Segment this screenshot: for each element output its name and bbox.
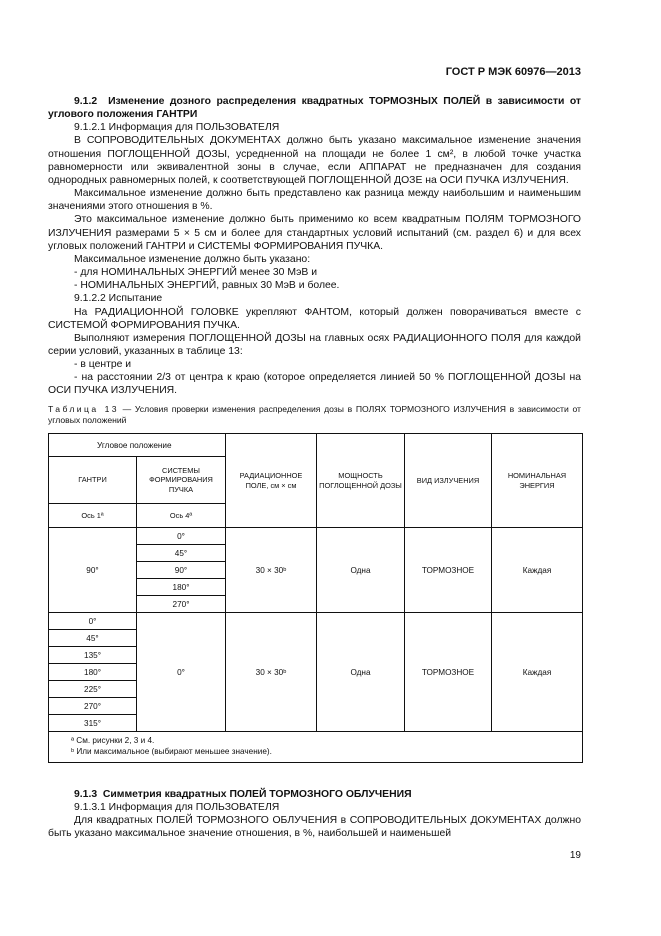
- nominal-energy-cell: Каждая: [492, 528, 583, 613]
- document-header: ГОСТ Р МЭК 60976—2013: [445, 66, 581, 78]
- gantry-angle-cell: 180°: [49, 664, 137, 681]
- paragraph: Выполняют измерения ПОГЛОЩЕННОЙ ДОЗЫ на главных осях РАДИАЦИОННОГО ПОЛЯ для каждой серии условий, указанных в таблице 13:: [48, 332, 581, 357]
- heading-text: Симметрия квадратных ПОЛЕЙ ТОРМОЗНОГО ОБЛУЧЕНИЯ: [102, 789, 412, 800]
- bls-angle-cell: 0°: [137, 613, 226, 732]
- list-item: - для НОМИНАЛЬНЫХ ЭНЕРГИЙ менее 30 МэВ и: [74, 267, 318, 279]
- gantry-angle-cell: 135°: [49, 647, 137, 664]
- radiation-kind-cell: ТОРМОЗНОЕ: [405, 613, 492, 732]
- axis-4-header: Ось 4ª: [137, 504, 226, 528]
- paragraph: В СОПРОВОДИТЕЛЬНЫХ ДОКУМЕНТАХ должно быть указано максимальное изменение значения отношения ПОГЛОЩЕННОЙ ДОЗЫ, усредненной на площади не более 1 см², в любой точке участка равномерности или эквивалентной зоны в случае, если АППАРАТ не предназначен для создания однородных равномерных полей, к соответствующей ПОГЛОЩЕННОЙ ДОЗЕ на ОСИ ПУЧКА ИЗЛУЧЕНИЯ.: [48, 135, 581, 186]
- list-item: - на расстоянии 2/3 от центра к краю (которое определяется линией 50 % ПОГЛОЩЕННОЙ ДОЗЫ на ОСИ ПУЧКА ИЗЛУЧЕНИЯ.: [48, 372, 581, 397]
- footnote-b: ᵇ Или максимальное (выбирают меньшее значение).: [71, 747, 272, 756]
- table-caption-label: Таблица 13: [48, 404, 119, 414]
- table-footnotes: [49, 732, 583, 763]
- bls-angle-cell: 180°: [137, 579, 226, 596]
- heading-text: Изменение дозного распределения квадратных ТОРМОЗНЫХ ПОЛЕЙ в зависимости от углового положения ГАНТРИ: [48, 96, 581, 121]
- list-item: - в центре и: [74, 359, 132, 371]
- list-item: - НОМИНАЛЬНЫХ ЭНЕРГИЙ, равных 30 МэВ и более.: [74, 280, 340, 292]
- angular-position-header: Угловое положение: [49, 434, 226, 457]
- nominal-energy-header: НОМИНАЛЬНАЯ ЭНЕРГИЯ: [492, 434, 583, 528]
- gantry-angle-cell: 270°: [49, 698, 137, 715]
- gantry-angle-cell: 45°: [49, 630, 137, 647]
- footnotes-cell: [49, 732, 583, 763]
- heading-number: 9.1.3: [74, 789, 98, 800]
- field-header: РАДИАЦИОННОЕ ПОЛЕ, см × см: [226, 434, 317, 528]
- gantry-angle-cell: 225°: [49, 681, 137, 698]
- table-row: [49, 528, 583, 545]
- bls-angle-cell: 90°: [137, 562, 226, 579]
- bls-angle-cell: 0°: [137, 528, 226, 545]
- bls-angle-cell: 270°: [137, 596, 226, 613]
- dose-rate-cell: Одна: [317, 528, 405, 613]
- subsection-title: 9.1.2.2 Испытание: [74, 293, 163, 305]
- radiation-kind-header: ВИД ИЗЛУЧЕНИЯ: [405, 434, 492, 528]
- paragraph: Максимальное изменение должно быть представлено как разница между наибольшим и наименьшим значениями этого отношения в %.: [48, 188, 581, 213]
- gantry-angle-cell: 0°: [49, 613, 137, 630]
- section-9-1-3: [48, 788, 581, 841]
- field-size-cell: 30 × 30ᵇ: [226, 528, 317, 613]
- beam-limiting-system-header: СИСТЕМЫ ФОРМИРОВАНИЯ ПУЧКА: [137, 457, 226, 504]
- paragraph: Для квадратных ПОЛЕЙ ТОРМОЗНОГО ОБЛУЧЕНИЯ в СОПРОВОДИТЕЛЬНЫХ ДОКУМЕНТАХ должно быть указано максимальное значение отношения, в %, наибольшей и наименьшей: [48, 815, 581, 840]
- paragraph: Это максимальное изменение должно быть применимо ко всем квадратным ПОЛЯМ ТОРМОЗНОГО ИЗЛУЧЕНИЯ размерами 5 × 5 см и более для стандартных условий испытаний (см. раздел 6) и для всех угловых положений ГАНТРИ и СИСТЕМЫ ФОРМИРОВАНИЯ ПУЧКА.: [48, 214, 581, 252]
- section-heading: [48, 788, 581, 801]
- heading-number: 9.1.2: [74, 96, 98, 107]
- subsection-title: 9.1.2.1 Информация для ПОЛЬЗОВАТЕЛЯ: [74, 122, 280, 134]
- subsection-title: 9.1.3.1 Информация для ПОЛЬЗОВАТЕЛЯ: [74, 802, 280, 814]
- table-row: [49, 613, 583, 630]
- section-heading: [48, 95, 581, 121]
- footnote-a: ª См. рисунки 2, 3 и 4.: [71, 736, 155, 745]
- table-header-row: [49, 434, 583, 457]
- gantry-header: ГАНТРИ: [49, 457, 137, 504]
- dose-rate-cell: Одна: [317, 613, 405, 732]
- dose-rate-header: МОЩНОСТЬ ПОГЛОЩЕННОЙ ДОЗЫ: [317, 434, 405, 528]
- gantry-angle-cell: 315°: [49, 715, 137, 732]
- paragraph: На РАДИАЦИОННОЙ ГОЛОВКЕ укрепляют ФАНТОМ, который должен поворачиваться вместе с СИСТЕМОЙ ФОРМИРОВАНИЯ ПУЧКА.: [48, 306, 581, 331]
- nominal-energy-cell: Каждая: [492, 613, 583, 732]
- table-caption-text: — Условия проверки изменения распределения дозы в ПОЛЯХ ТОРМОЗНОГО ИЗЛУЧЕНИЯ в зависимости от угловых положений: [48, 404, 581, 425]
- table-caption: [48, 404, 581, 426]
- conditions-table: [48, 433, 583, 763]
- axis-1-header: Ось 1ª: [49, 504, 137, 528]
- page-number: 19: [569, 850, 581, 861]
- radiation-kind-cell: ТОРМОЗНОЕ: [405, 528, 492, 613]
- paragraph: Максимальное изменение должно быть указано:: [74, 253, 311, 265]
- field-size-cell: 30 × 30ᵇ: [226, 613, 317, 732]
- section-9-1-2: [48, 95, 581, 398]
- bls-angle-cell: 45°: [137, 545, 226, 562]
- gantry-angle-cell: 90°: [49, 528, 137, 613]
